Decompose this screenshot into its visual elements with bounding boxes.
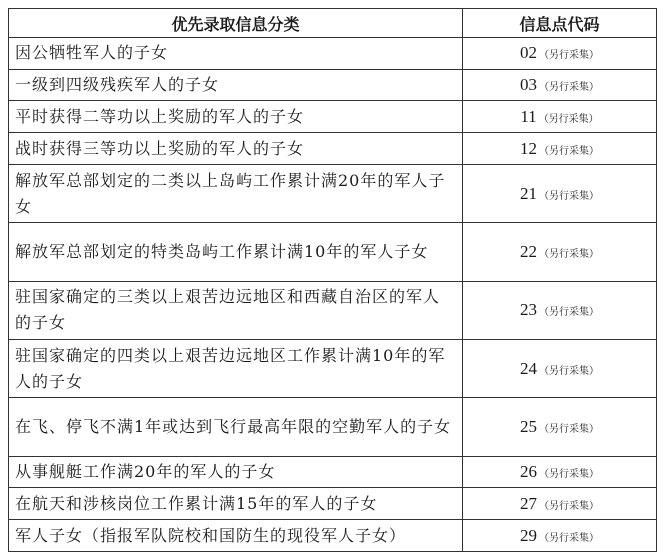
code-number: 26 — [520, 462, 537, 482]
code-cell — [463, 69, 657, 101]
category-cell: 战时获得三等功以上奖励的军人的子女 — [9, 133, 463, 165]
code-number: 21 — [520, 183, 537, 203]
code-number: 03 — [520, 75, 537, 95]
code-note: （另行采集） — [539, 248, 599, 260]
code-cell — [463, 520, 657, 552]
table-row — [9, 456, 657, 488]
table-row — [9, 38, 657, 70]
code-number: 27 — [520, 493, 537, 513]
code-cell — [463, 133, 657, 165]
code-number: 02 — [520, 43, 537, 63]
category-cell: 解放军总部划定的二类以上岛屿工作累计满20年的军人子女 — [9, 164, 463, 222]
code-cell — [463, 223, 657, 281]
category-cell: 军人子女（指报军队院校和国防生的现役军人子女） — [9, 520, 463, 552]
category-cell: 驻国家确定的三类以上艰苦边远地区和西藏自治区的军人的子女 — [9, 281, 463, 339]
code-note: （另行采集） — [539, 365, 599, 377]
code-number: 12 — [520, 138, 537, 158]
column-header-category: 优先录取信息分类 — [9, 9, 463, 38]
category-cell: 因公牺牲军人的子女 — [9, 38, 463, 70]
priority-admission-table-container — [8, 8, 656, 552]
code-note: （另行采集） — [539, 82, 599, 94]
code-number: 25 — [520, 417, 537, 437]
code-number: 11 — [520, 106, 537, 126]
table-row — [9, 340, 657, 398]
code-note: （另行采集） — [539, 424, 599, 436]
table-header-row — [9, 9, 657, 38]
code-note: （另行采集） — [539, 50, 599, 62]
category-cell: 一级到四级残疾军人的子女 — [9, 69, 463, 101]
code-number: 22 — [520, 241, 537, 261]
code-cell — [463, 488, 657, 520]
code-note: （另行采集） — [539, 500, 599, 512]
priority-admission-table — [8, 8, 657, 552]
code-note: （另行采集） — [539, 469, 599, 481]
table-row — [9, 164, 657, 222]
table-row — [9, 133, 657, 165]
category-cell: 解放军总部划定的特类岛屿工作累计满10年的军人子女 — [9, 223, 463, 281]
table-row — [9, 488, 657, 520]
code-note: （另行采集） — [539, 190, 599, 202]
category-cell: 平时获得二等功以上奖励的军人的子女 — [9, 101, 463, 133]
code-cell — [463, 281, 657, 339]
category-cell: 驻国家确定的四类以上艰苦边远地区工作累计满10年的军人的子女 — [9, 340, 463, 398]
table-row — [9, 281, 657, 339]
code-note: （另行采集） — [539, 145, 599, 157]
code-cell — [463, 101, 657, 133]
code-cell — [463, 38, 657, 70]
code-number: 24 — [520, 358, 537, 378]
code-note: （另行采集） — [539, 307, 599, 319]
category-cell: 在航天和涉核岗位工作累计满15年的军人的子女 — [9, 488, 463, 520]
table-row — [9, 69, 657, 101]
code-number: 29 — [520, 525, 537, 545]
code-number: 23 — [520, 300, 537, 320]
table-row — [9, 223, 657, 281]
category-cell: 从事舰艇工作满20年的军人的子女 — [9, 456, 463, 488]
code-note: （另行采集） — [539, 532, 599, 544]
table-row — [9, 101, 657, 133]
code-cell — [463, 456, 657, 488]
code-cell — [463, 398, 657, 456]
table-row — [9, 520, 657, 552]
code-cell — [463, 340, 657, 398]
category-cell: 在飞、停飞不满1年或达到飞行最高年限的空勤军人的子女 — [9, 398, 463, 456]
code-note: （另行采集） — [538, 113, 599, 125]
code-cell — [463, 164, 657, 222]
table-row — [9, 398, 657, 456]
column-header-code: 信息点代码 — [463, 9, 657, 38]
